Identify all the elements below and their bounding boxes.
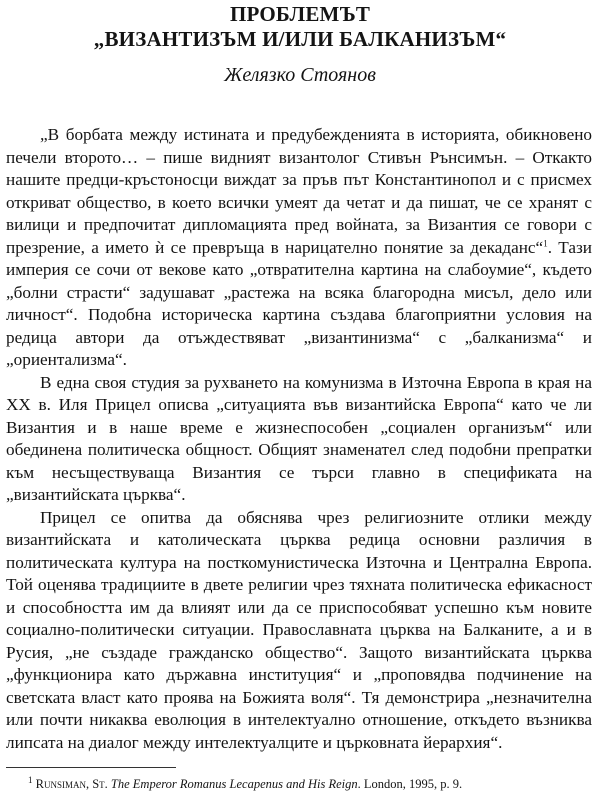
author-name: Желязко Стоянов [224,64,376,86]
paragraph-1 [6,124,592,372]
paragraph-2: В една своя студия за рухването на комунизма в Източна Европа в края на XX в. Иля Прицел описва „ситуацията във византийска Европа“ като че ли Византия и в наше време е жизнеспособен „социален организъм“ или обединена политическа общност. Общият знаменател след подобни препратки към несъществуваща Византия се търси главно в спецификата на „византийската църква“. [6,372,592,504]
footnote-author: Runsiman, St. [35,777,108,791]
article-body [6,124,592,754]
title-line-2: „ВИЗАНТИЗЪМ И/ИЛИ БАЛКАНИЗЪМ“ [93,27,507,51]
footnote-marker: 1 [543,237,548,248]
paragraph-3: Прицел се опитва да обяснява чрез религиозните отлики между византийската и католическата църква редица основни различия в политическата култура на посткомунистическа Източна и Централна Европа. Той оценява традициите в двете религии чрез тяхната политическа ефикасност и способността им да влияят или да се приспособяват успешно към новите социално-политически ситуации. Православната църква на Балканите, а и в Русия, „не създаде гражданско общество“. Защото византийската църква „функционира като държавна институция“ и „проповядва подчинение на светската власт като проява на Божията воля“. Тя демонстрира „незначителна или почти никаква еволюция в интелектуално отношение, откъдето възниква липсата на диалог между интелектуалците и църковната йерархия“. [6,507,592,752]
paragraph-1-part-b: . Тази империя се сочи от векове като „отвратителна картина на слабоумие“, където „болни страсти“ задушават „растежа на всяка благородна мисъл, дело или личност“. Подобна историческа картина създава благоприятни условия на редица автори да отъждествяват „византинизма“ с „балканизма“ и „ориентализма“. [6,237,592,369]
footnote [28,776,594,792]
title-line-1: ПРОБЛЕМЪТ [229,2,371,26]
footnote-rest: . London, 1995, p. 9. [357,777,463,791]
footnote-number: 1 [28,774,33,785]
paragraph-1-part-a: „В борбата между истината и предубежденията в историята, обикновено печели второто… – пише видният византолог Стивън Рънсимън. – Откакто нашите предци-кръстоносци виждат за пръв път Константинопол и с присмех откриват общество, в което всички умеят да четат и да пишат, че се хранят с вилици и предпочитат дипломацията пред войната, за Византия се говори с презрение, а името ѝ се превръща в нарицателно понятие за декаданс“ [6,125,592,257]
footnote-divider [6,767,176,768]
footnote-work: The Emperor Romanus Lecapenus and His Reign [110,777,358,791]
